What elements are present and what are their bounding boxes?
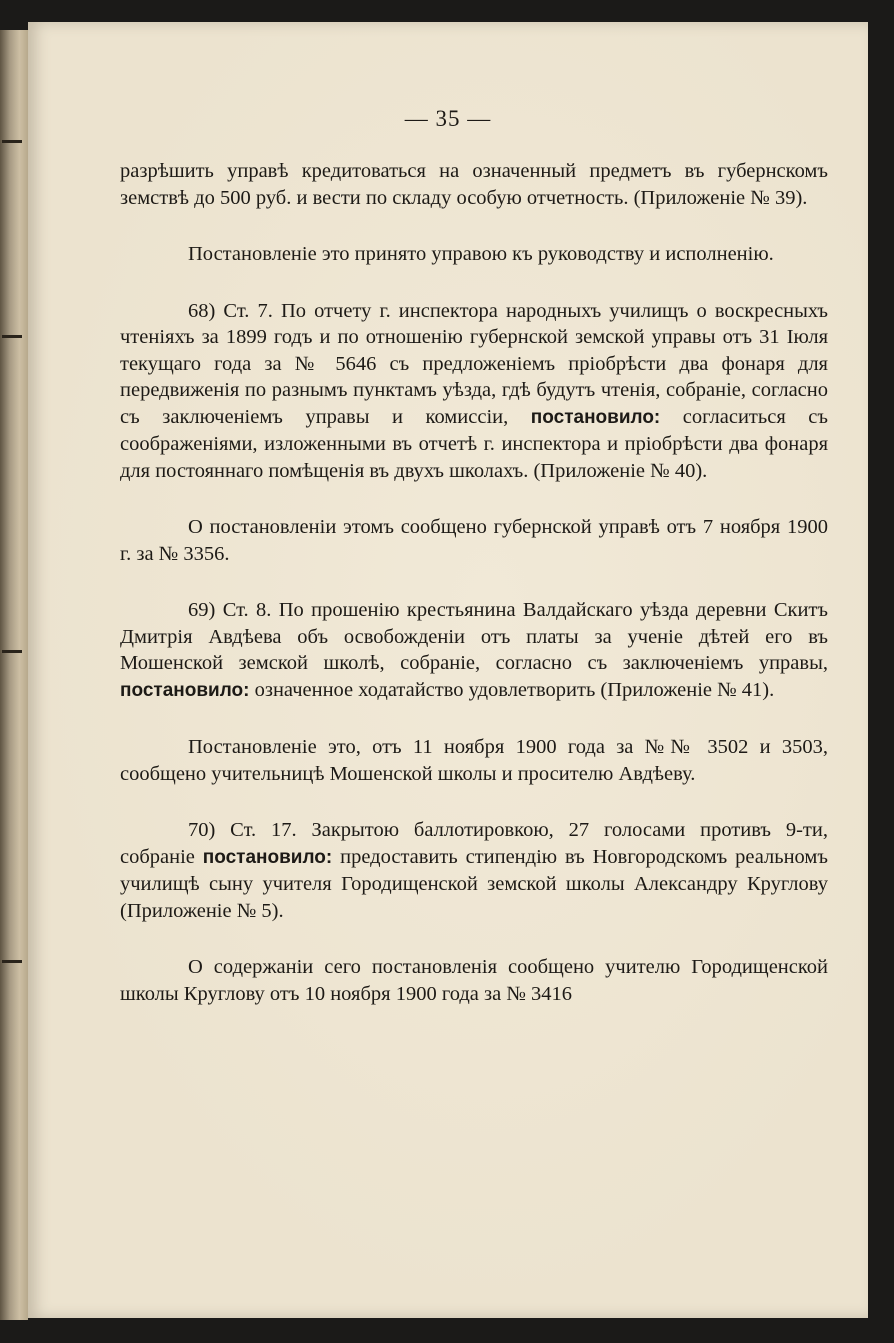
paragraph-text: 69) Ст. 8. По прошенію крестьянина Валдайскаго уѣзда деревни Скитъ Дмитрія Авдѣева объ освобожденіи отъ платы за ученіе дѣтей его въ Мошенской земской школѣ, собраніе, согласно съ заключеніемъ управы,	[120, 599, 828, 674]
paragraph-note	[120, 954, 828, 1007]
page-number: — 35 —	[404, 106, 492, 131]
binding-mark	[2, 650, 22, 653]
decision-keyword: постановило:	[120, 679, 250, 701]
paragraph-text: разрѣшить управѣ кредитоваться на означенный предметъ въ губернскомъ земствѣ до 500 руб. и вести по складу особую отчетность. (Приложеніе № 39).	[120, 160, 828, 209]
page-body	[120, 158, 828, 1037]
binding-mark	[2, 335, 22, 338]
paragraph-item-68	[120, 298, 828, 485]
paragraph-item-69	[120, 597, 828, 704]
decision-keyword: постановило:	[202, 846, 333, 868]
paragraph-text: согласиться съ соображеніями, изложенными въ отчетѣ г. инспектора и пріобрѣсти два фонаря для постояннаго помѣщенія въ двухъ школахъ. (Приложеніе № 40).	[120, 405, 829, 482]
paragraph-text: Постановленіе это принято управою къ руководству и исполненію.	[188, 243, 774, 265]
paragraph-text: О содержаніи сего постановленія сообщено учителю Городищенской школы Круглову отъ 10 ноября 1900 года за № 3416	[120, 956, 828, 1005]
binding-mark	[2, 140, 22, 143]
paragraph-text: 70) Ст. 17. Закрытою баллотировкою, 27 голосами противъ 9-ти, собраніе	[120, 819, 828, 868]
paragraph-note	[120, 734, 828, 787]
decision-keyword: постановило:	[530, 406, 661, 428]
paragraph-note	[120, 241, 828, 268]
paragraph-text: 68) Ст. 7. По отчету г. инспектора народныхъ училищъ о воскресныхъ чтеніяхъ за 1899 годъ и по отношенію губернской земской управы отъ 31 Іюля текущаго года за № 5646 съ предложеніемъ пріобрѣсти два фонаря для передвиженія по разнымъ пунктамъ уѣзда, гдѣ будутъ чтенія, собраніе, согласно съ заключеніемъ управы и комиссіи,	[120, 299, 828, 428]
paragraph-note	[120, 514, 828, 567]
paragraph-item-70	[120, 817, 828, 924]
paragraph-text: О постановленіи этомъ сообщено губернской управѣ отъ 7 ноября 1900 г. за № 3356.	[120, 516, 828, 565]
paragraph-text: Постановленіе это, отъ 11 ноября 1900 года за №№ 3502 и 3503, сообщено учительницѣ Мошенской школы и просителю Авдѣеву.	[120, 736, 828, 785]
paragraph-text: означенное ходатайство удовлетворить (Приложеніе № 41).	[249, 678, 775, 701]
scanned-page	[28, 22, 868, 1318]
binding-mark	[2, 960, 22, 963]
paragraph-continuation	[120, 158, 828, 211]
book-binding-edge	[0, 30, 28, 1320]
paragraph-text: предоставить стипендію въ Новгородскомъ реальномъ училищѣ сыну учителя Городищенской земской школы Александру Круглову (Приложеніе № 5).	[120, 845, 828, 922]
